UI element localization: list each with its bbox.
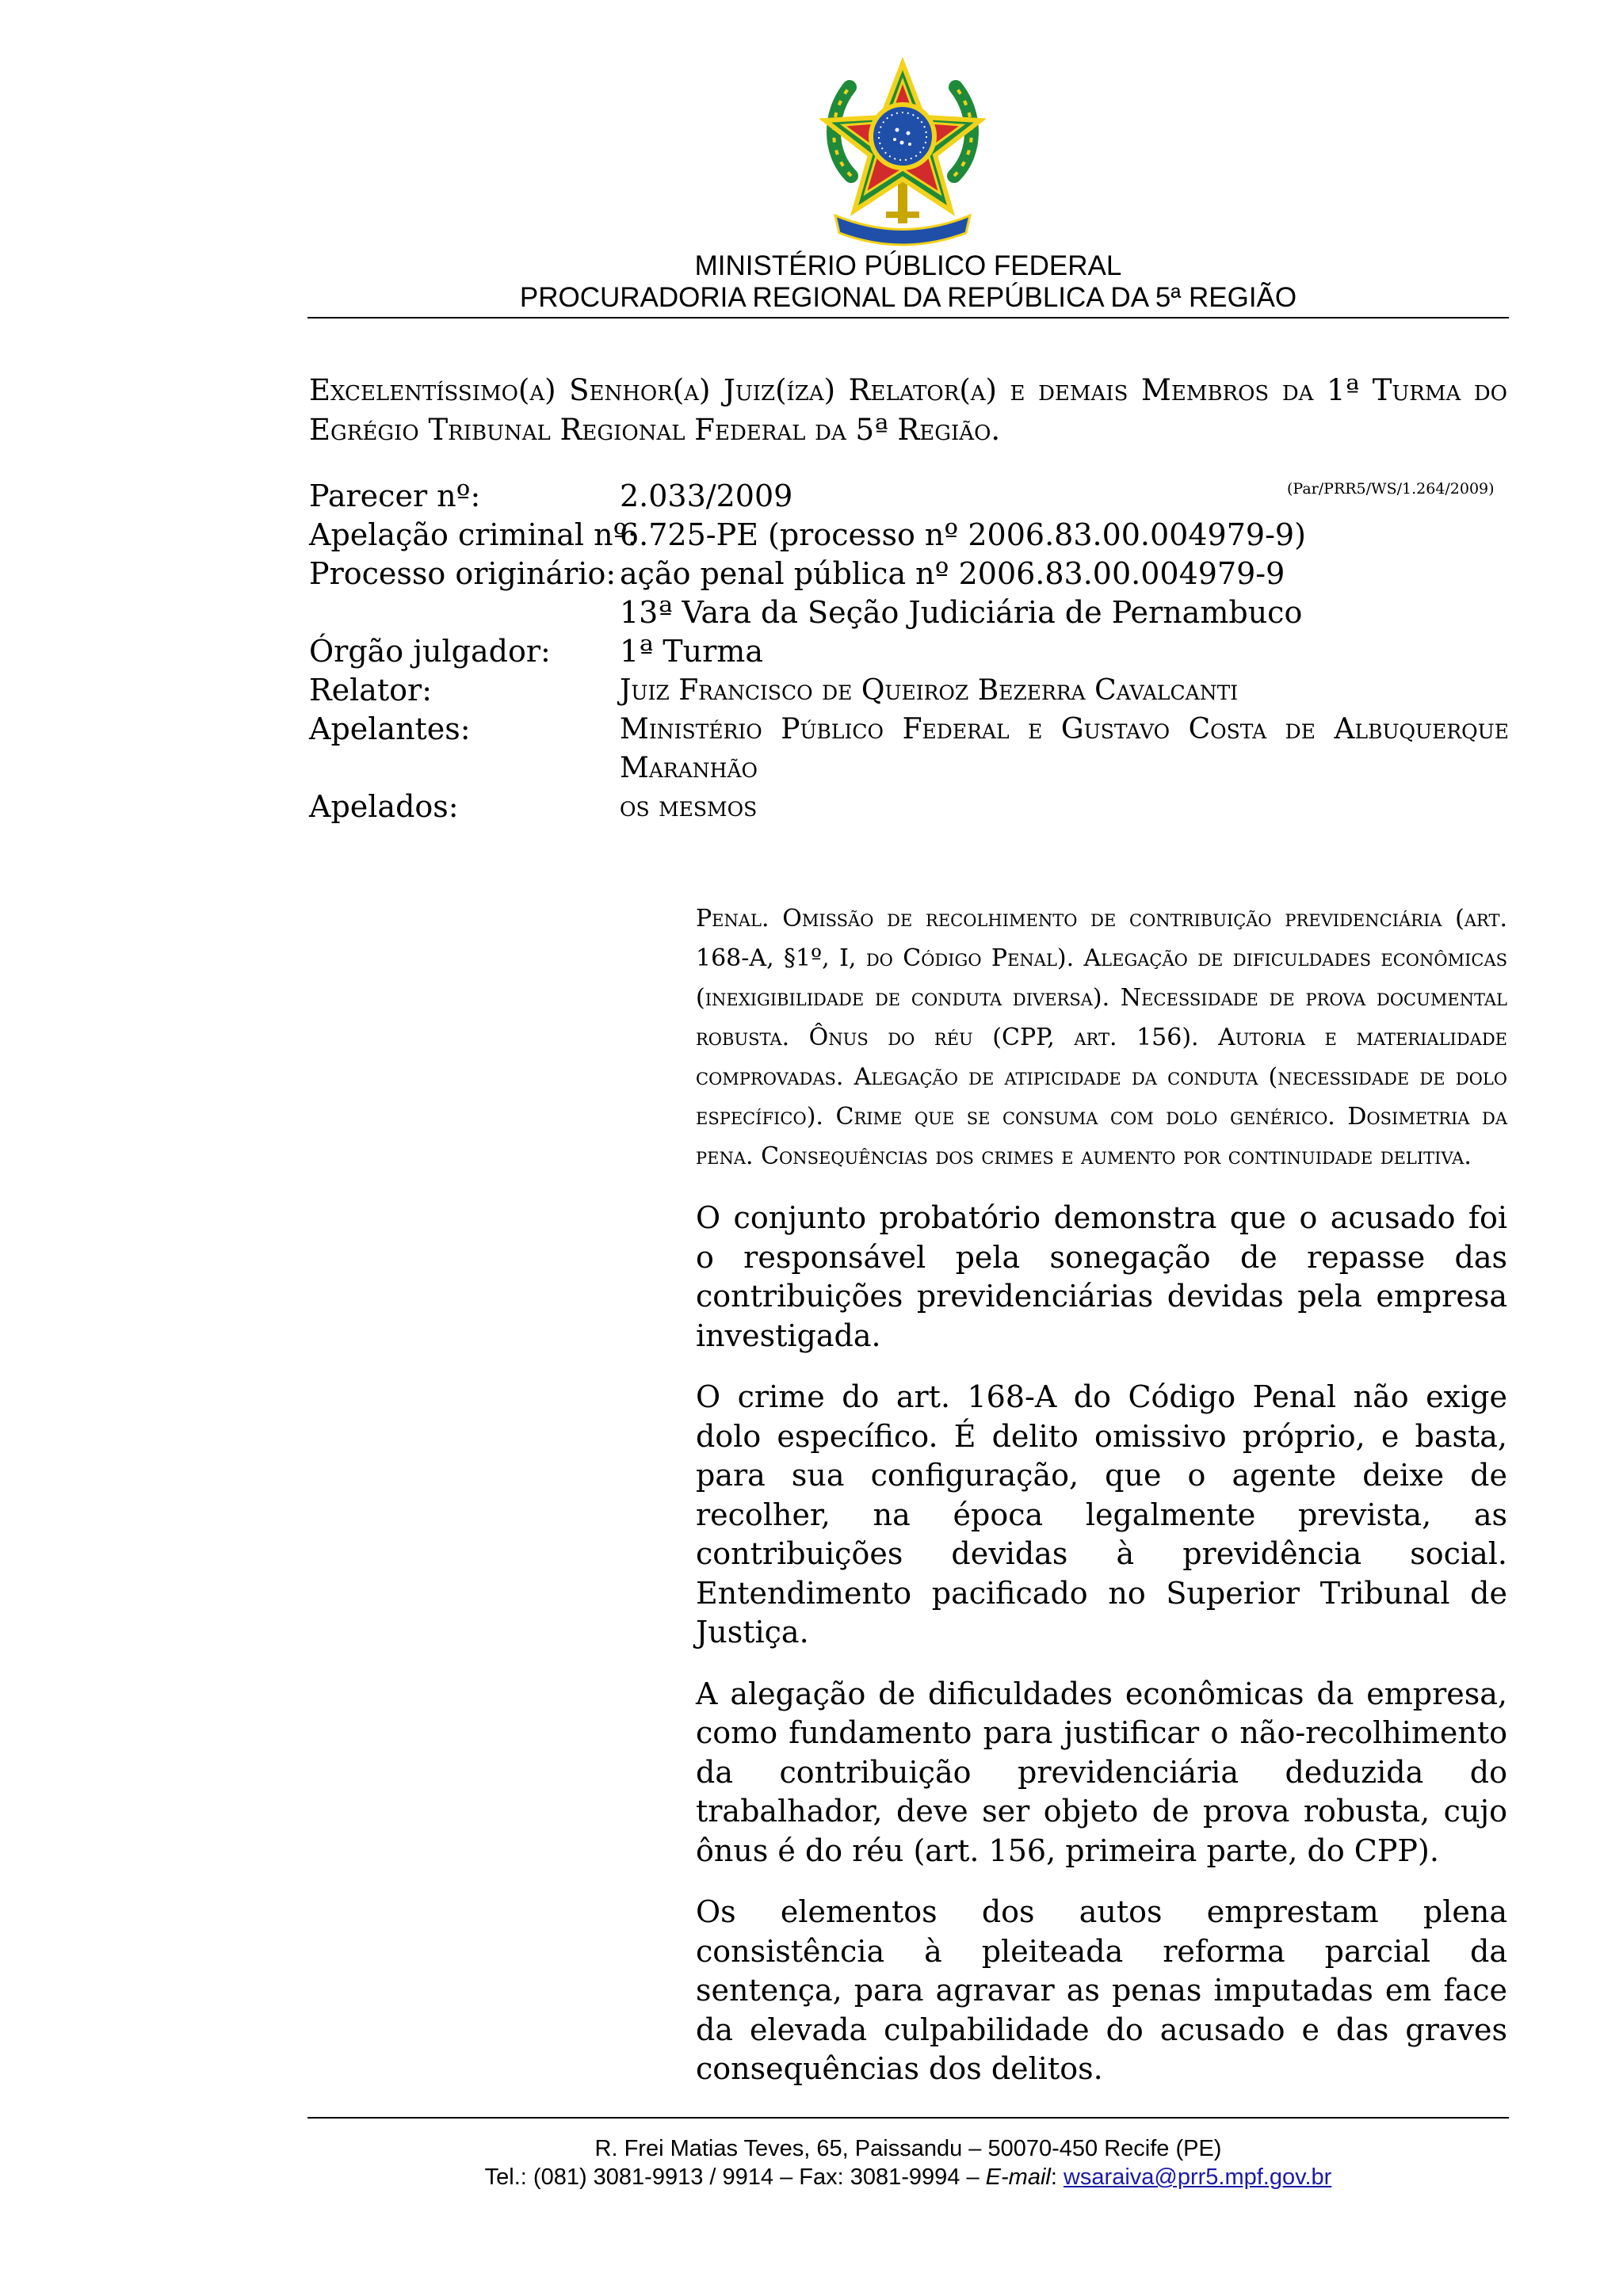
meta-value-parecer: 2.033/2009 [620,479,793,513]
meta-label-apelantes: Apelantes: [309,711,471,746]
meta-row-processo [309,555,1509,593]
header-divider [307,317,1509,318]
reference-code: (Par/PRR5/WS/1.264/2009) [1287,480,1495,498]
meta-value-apelantes: Ministério Público Federal e Gustavo Costa de Albuquerque Maranhão [620,713,1509,784]
meta-label-apelacao: Apelação criminal nº: [309,517,638,552]
institution-name: MINISTÉRIO PÚBLICO FEDERAL [694,250,1122,281]
meta-row-vara [309,593,1509,632]
footer-contact [307,2163,1509,2191]
footer-email-label: E-mail [985,2164,1051,2190]
footer-divider [307,2117,1509,2119]
coat-of-arms-emblem [819,57,986,247]
case-metadata [309,477,1509,826]
footer-email-separator: : [1050,2164,1064,2190]
meta-label-relator: Relator: [309,673,433,707]
meta-row-relator [309,671,1509,710]
meta-value-vara: 13ª Vara da Seção Judiciária de Pernambuco [620,595,1303,630]
ementa-paragraph: O crime do art. 168-A do Código Penal não exige dolo específico. É delito omissivo próprio, e basta, para sua configuração, que o agente deixe de recolher, na época legalmente prevista, as contribuições devidas à previdência social. Entendimento pacificado no Superior Tribunal de Justiça. [696,1379,1507,1650]
meta-label-orgao: Órgão julgador: [309,634,551,669]
footer-email-link[interactable]: wsaraiva@prr5.mpf.gov.br [1063,2164,1332,2190]
meta-row-parecer [309,477,1509,516]
meta-value-processo: ação penal pública nº 2006.83.00.004979-9 [620,556,1285,591]
meta-row-apelacao [309,516,1509,555]
footer-phone-fax: Tel.: (081) 3081-9913 / 9914 – Fax: 3081-9994 – [484,2164,986,2190]
meta-value-apelacao: 6.725-PE (processo nº 2006.83.00.004979-9) [620,517,1306,552]
meta-label-processo: Processo originário: [309,556,617,591]
meta-label-parecer: Parecer nº: [309,479,481,513]
ementa-paragraph: O conjunto probatório demonstra que o acusado foi o responsável pela sonegação de repasse das contribuições previdenciárias devidas pela empresa investigada. [696,1200,1507,1353]
meta-row-orgao [309,632,1509,671]
ementa-paragraph: A alegação de dificuldades econômicas da empresa, como fundamento para justificar o não-recolhimento da contribuição previdenciária deduzida do trabalhador, deve ser objeto de prova robusta, cujo ônus é do réu (art. 156, primeira parte, do CPP). [696,1676,1507,1868]
meta-value-orgao: 1ª Turma [620,634,763,669]
footer-address: R. Frei Matias Teves, 65, Paissandu – 50070-450 Recife (PE) [594,2136,1222,2161]
ementa-block [696,899,1507,2111]
meta-row-apelantes [309,710,1509,788]
meta-value-relator: Juiz Francisco de Queiroz Bezerra Cavalcanti [620,674,1239,707]
addressee-salutation: Excelentíssimo(a) Senhor(a) Juiz(íza) Relator(a) e demais Membros da 1ª Turma do Egrégio Tribunal Regional Federal da 5ª Região. [309,373,1507,447]
ementa-paragraph: Os elementos dos autos emprestam plena consistência à pleiteada reforma parcial da sentença, para agravar as penas imputadas em face da elevada culpabilidade do acusado e das graves consequências dos delitos. [696,1894,1507,2086]
meta-value-apelados: os mesmos [620,791,758,823]
institution-subname: PROCURADORIA REGIONAL DA REPÚBLICA DA 5ª REGIÃO [519,282,1297,313]
meta-label-apelados: Apelados: [309,789,459,824]
meta-row-apelados [309,788,1509,826]
ementa-summary: Penal. Omissão de recolhimento de contribuição previdenciária (art. 168-A, §1º, I, do Código Penal). Alegação de dificuldades econômicas (inexigibilidade de conduta diversa). Necessidade de prova documental robusta. Ônus do réu (CPP, art. 156). Autoria e materialidade comprovadas. Alegação de atipicidade da conduta (necessidade de dolo específico). Crime que se consuma com dolo genérico. Dosimetria da pena. Consequências dos crimes e aumento por continuidade delitiva. [696,905,1507,1170]
